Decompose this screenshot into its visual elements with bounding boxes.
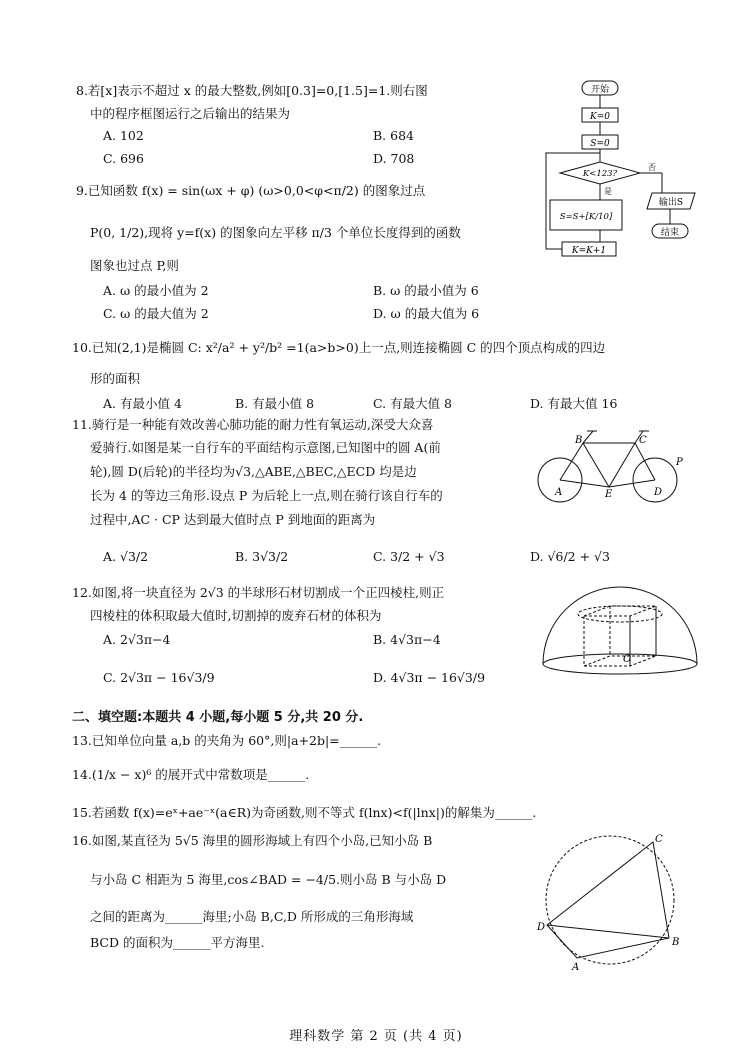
q12-line1: 12.如图,将一块直径为 2√3 的半球形石材切割成一个正四棱柱,则正 (72, 585, 445, 600)
q9-option-a: A. ω 的最小值为 2 (103, 283, 209, 298)
page-footer: 理科数学 第 2 页 (共 4 页) (289, 1029, 463, 1044)
flowchart-update-s: S=S+[K/10] (559, 212, 613, 222)
q11-line4: 长为 4 的等边三角形.设点 P 为后轮上一点,则在骑行该自行车的 (90, 488, 443, 503)
bicycle-diagram (535, 425, 685, 515)
flowchart-update-k: K=K+1 (571, 246, 607, 256)
q11-option-d: D. √6/2 + √3 (530, 549, 610, 564)
q9-option-b: B. ω 的最小值为 6 (373, 283, 479, 298)
q9-option-c: C. ω 的最大值为 2 (103, 306, 209, 321)
q8-option-a: A. 102 (103, 128, 144, 143)
q9-line2: P(0, 1/2),现将 y=f(x) 的图象向左平移 π/3 个单位长度得到的函数 (90, 225, 461, 240)
q8-option-b: B. 684 (373, 128, 414, 143)
flowchart-diagram (540, 78, 740, 268)
section-heading: 二、填空题:本题共 4 小题,每小题 5 分,共 20 分. (72, 710, 364, 725)
flowchart-start: 开始 (590, 85, 610, 95)
circle-label-a: A (572, 962, 580, 973)
flowchart-yes-label: 是 (604, 187, 612, 196)
circle-label-b: B (672, 937, 680, 948)
flowchart-output: 输出S (658, 198, 684, 208)
q11-option-c: C. 3/2 + √3 (373, 549, 445, 564)
flowchart-no-label: 否 (648, 163, 656, 172)
q12-option-a: A. 2√3π−4 (103, 632, 171, 647)
q8-option-d: D. 708 (373, 151, 415, 166)
bike-label-b: B (575, 435, 583, 446)
q8-option-c: C. 696 (103, 151, 144, 166)
q11-line2: 爱骑行.如图是某一自行车的平面结构示意图,已知图中的圆 A(前 (90, 440, 441, 455)
bike-label-p: P (676, 457, 683, 468)
q9-line1: 9.已知函数 f(x) = sin(ωx + φ) (ω>0,0<φ<π/2) 的图象过点 (76, 183, 426, 198)
q8-line1: 8.若[x]表示不超过 x 的最大整数,例如[0.3]=0,[1.5]=1.则右图 (76, 83, 428, 98)
circle-label-d: D (537, 922, 546, 933)
q14: 14.(1/x − x)⁶ 的展开式中常数项是______. (72, 767, 310, 782)
q16-line3: 之间的距离为______海里;小岛 B,C,D 所形成的三角形海域 (90, 909, 414, 924)
bike-label-a: A (555, 487, 563, 498)
bike-label-e: E (605, 489, 613, 500)
q11-line1: 11.骑行是一种能有效改善心肺功能的耐力性有氧运动,深受大众喜 (72, 417, 434, 432)
q11-option-b: B. 3√3/2 (235, 549, 289, 564)
q9-line3: 图象也过点 P,则 (90, 258, 179, 273)
q10-option-a: A. 有最小值 4 (103, 396, 182, 411)
q11-line5: 过程中,AC · CP 达到最大值时点 P 到地面的距离为 (90, 512, 376, 527)
q10-option-d: D. 有最大值 16 (530, 396, 618, 411)
q11-line3: 轮),圆 D(后轮)的半径均为√3,△ABE,△BEC,△ECD 均是边 (90, 464, 417, 479)
q16-line1: 16.如图,某直径为 5√5 海里的圆形海域上有四个小岛,已知小岛 B (72, 833, 433, 848)
q12-option-c: C. 2√3π − 16√3/9 (103, 670, 215, 685)
q10-line2: 形的面积 (90, 371, 141, 386)
flowchart-end: 结束 (660, 228, 680, 238)
bike-label-d: D (654, 487, 663, 498)
sphere-label-o: O (623, 654, 632, 665)
flowchart-k0: K=0 (590, 112, 610, 122)
q16-line2: 与小岛 C 相距为 5 海里,cos∠BAD = −4/5.则小岛 B 与小岛 D (90, 872, 447, 887)
flowchart-s0: S=0 (590, 139, 610, 149)
hemisphere-diagram (538, 572, 703, 682)
q11-option-a: A. √3/2 (103, 549, 149, 564)
q16-line4: BCD 的面积为______平方海里. (90, 935, 265, 950)
q12-option-d: D. 4√3π − 16√3/9 (373, 670, 486, 685)
q10-line1: 10.已知(2,1)是椭圆 C: x²/a² + y²/b² =1(a>b>0)上一点,则连接椭圆 C 的四个顶点构成的四边 (72, 340, 606, 355)
q15: 15.若函数 f(x)=eˣ+ae⁻ˣ(a∈R)为奇函数,则不等式 f(lnx)<f(|lnx|)的解集为______. (72, 805, 537, 820)
circle-label-c: C (655, 834, 663, 845)
circle-islands-diagram (535, 830, 685, 975)
q13: 13.已知单位向量 a,b 的夹角为 60°,则|a+2b|=______. (72, 733, 382, 748)
q8-line2: 中的程序框图运行之后输出的结果为 (90, 106, 291, 121)
q12-line2: 四棱柱的体积取最大值时,切割掉的废弃石材的体积为 (90, 608, 382, 623)
bike-label-c: C (639, 435, 647, 446)
q10-option-c: C. 有最大值 8 (373, 396, 452, 411)
q10-option-b: B. 有最小值 8 (235, 396, 315, 411)
q12-option-b: B. 4√3π−4 (373, 632, 441, 647)
q9-option-d: D. ω 的最大值为 6 (373, 306, 480, 321)
flowchart-condition: K<123? (582, 169, 618, 179)
